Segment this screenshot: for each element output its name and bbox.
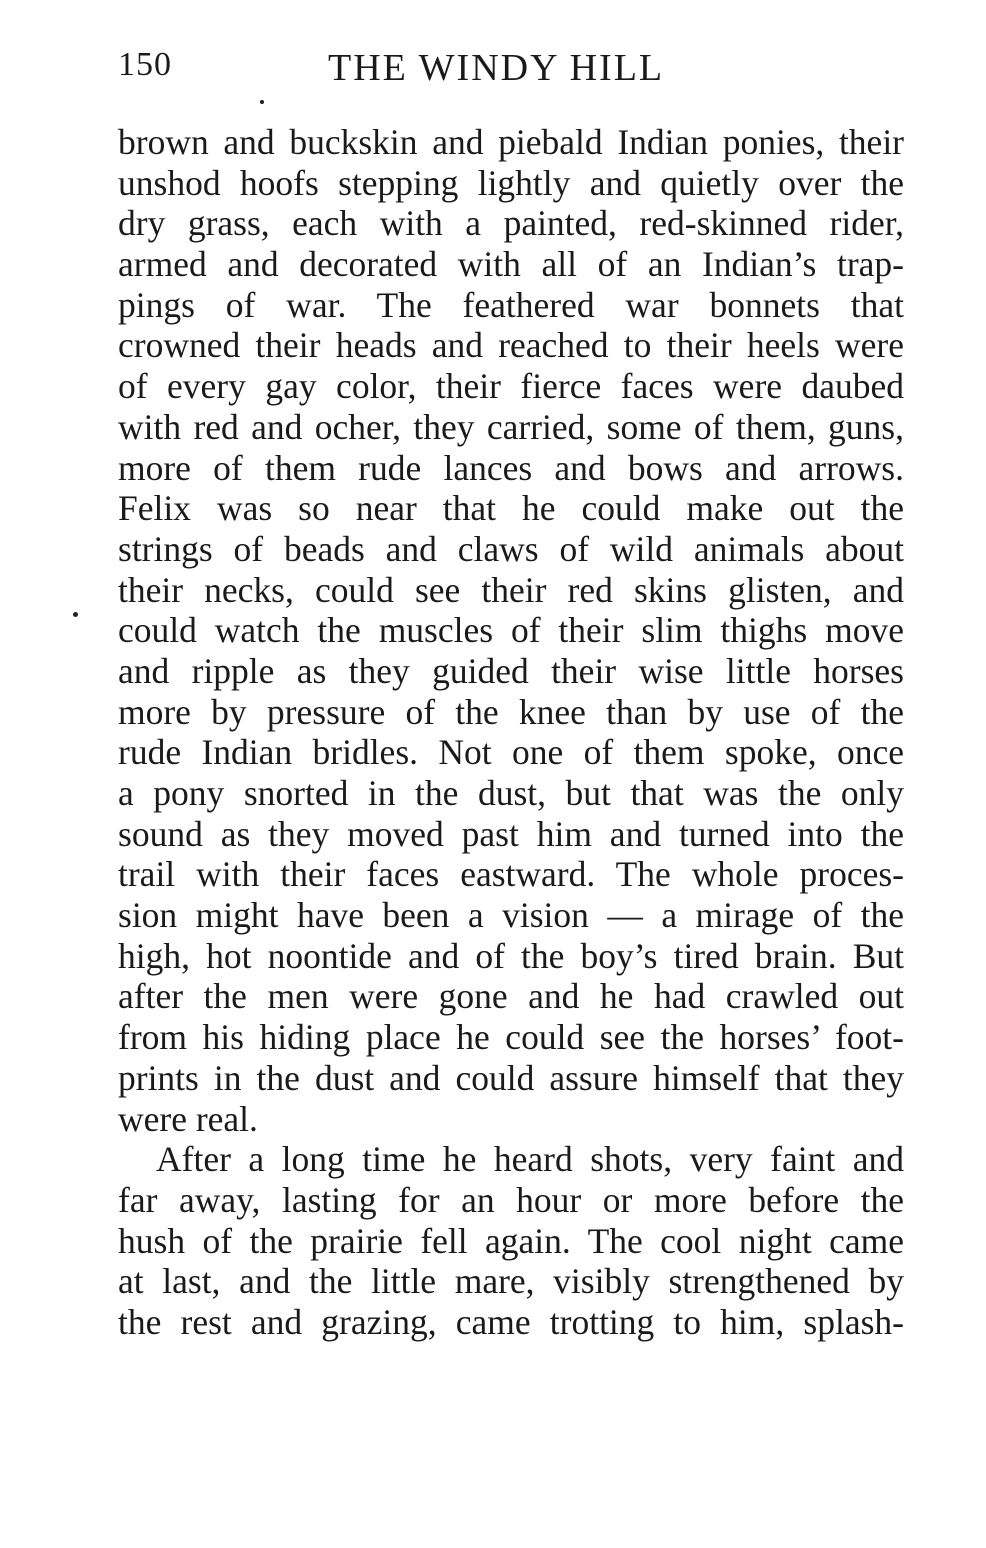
text-line: crowned their heads and reached to their heels were [118, 325, 904, 366]
text-line: more by pressure of the knee than by use of the [118, 691, 904, 732]
page-header [118, 46, 904, 96]
print-speck [260, 100, 264, 104]
text-line: strings of beads and claws of wild animals about [118, 528, 904, 569]
text-line: the rest and grazing, came trotting to him, splash- [118, 1301, 904, 1342]
text-line: with red and ocher, they carried, some of them, guns, [118, 406, 904, 447]
print-speck [73, 612, 78, 617]
text-line: and ripple as they guided their wise little horses [118, 650, 904, 691]
body-text [118, 122, 904, 1343]
text-line: dry grass, each with a painted, red-skinned rider, [118, 203, 904, 244]
text-line: prints in the dust and could assure himself that they [118, 1057, 904, 1098]
paragraph [118, 1139, 904, 1342]
text-line: more of them rude lances and bows and arrows. [118, 447, 904, 488]
text-line: far away, lasting for an hour or more before the [118, 1179, 904, 1220]
text-line: armed and decorated with all of an Indian’s trap- [118, 244, 904, 285]
text-line: trail with their faces eastward. The whole proces- [118, 854, 904, 895]
text-line: their necks, could see their red skins glisten, and [118, 569, 904, 610]
text-line: After a long time he heard shots, very faint and [156, 1139, 904, 1180]
text-line: sound as they moved past him and turned into the [118, 813, 904, 854]
text-line: unshod hoofs stepping lightly and quietly over the [118, 162, 904, 203]
running-head: THE WINDY HILL [328, 47, 665, 89]
page-number: 150 [118, 46, 172, 83]
text-line: were real. [118, 1098, 258, 1139]
text-line: rude Indian bridles. Not one of them spoke, once [118, 732, 904, 773]
text-line: from his hiding place he could see the horses’ foot- [118, 1017, 904, 1058]
text-line: could watch the muscles of their slim thighs move [118, 610, 904, 651]
text-line: hush of the prairie fell again. The cool night came [118, 1220, 904, 1261]
text-line: after the men were gone and he had crawled out [118, 976, 904, 1017]
text-line: brown and buckskin and piebald Indian ponies, their [118, 122, 904, 162]
paragraph [118, 122, 904, 1139]
text-line: pings of war. The feathered war bonnets that [118, 284, 904, 325]
text-line: of every gay color, their fierce faces were daubed [118, 366, 904, 407]
text-line: high, hot noontide and of the boy’s tired brain. But [118, 935, 904, 976]
text-line: at last, and the little mare, visibly strengthened by [118, 1261, 904, 1302]
text-line: a pony snorted in the dust, but that was the only [118, 773, 904, 813]
text-line: Felix was so near that he could make out the [118, 488, 904, 529]
text-line: sion might have been a vision — a mirage of the [118, 895, 904, 936]
